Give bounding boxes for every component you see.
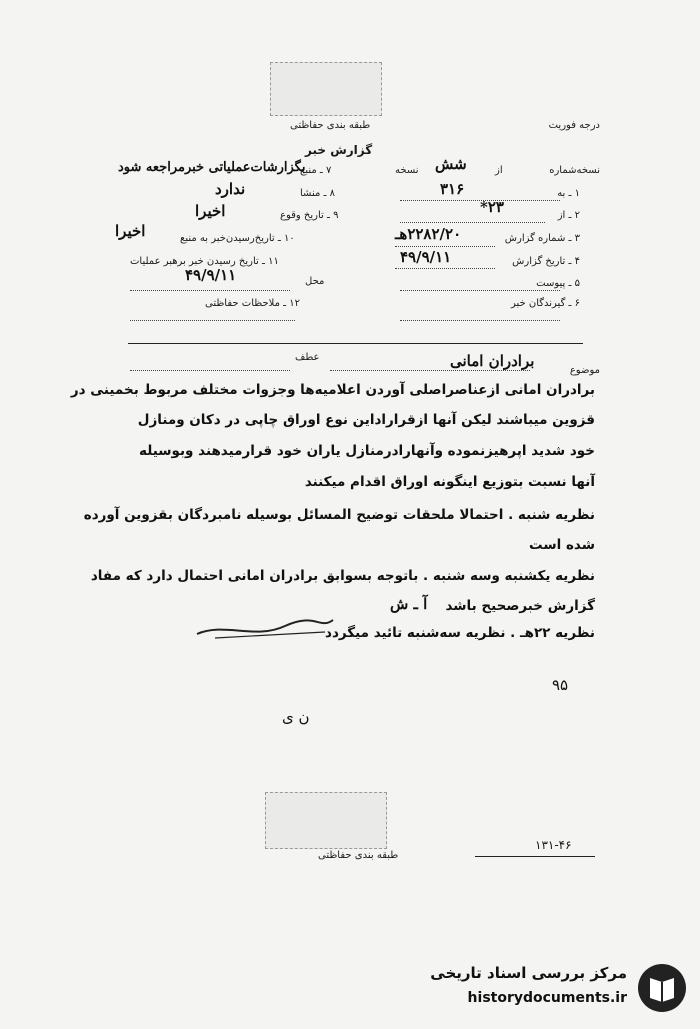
section-divider <box>128 343 583 344</box>
field-origin-value: ندارد <box>215 180 246 198</box>
signature-scribble <box>195 612 335 642</box>
watermark-title: مرکز بررسی اسناد تاریخی <box>430 964 627 982</box>
footer-rule <box>475 856 595 857</box>
field-attachment-label: ۵ ـ پیوست <box>536 278 580 289</box>
field-security-notes-label: ۱۲ ـ ملاحظات حفاظتی <box>205 298 300 309</box>
body-line-1: برادران امانی ازعناصراصلی آوردن اعلامیه‌ها وجزوات مختلف مربوط بخمینی در <box>70 382 595 398</box>
field-report-number-label: ۳ ـ شماره گزارش <box>504 233 580 244</box>
field-origin-label: ۸ ـ منشا <box>300 188 336 199</box>
field-source-received-label: ۱۰ ـ تاریخ‌رسیدن‌خبر به منبع <box>180 233 295 244</box>
body-line-5: نظریه شنبه . احتمالا ملحقات توضیح المسائل بوسیله نامبردگان بقزوین آورده <box>83 507 595 523</box>
document-number: ۱۳۱-۴۶ <box>535 838 572 852</box>
field-occurrence-date-label: ۹ ـ تاریخ وقوع <box>280 210 339 221</box>
body-line-8: گزارش خبرصحیح باشد <box>445 598 595 614</box>
subject-label: موضوع <box>569 365 600 376</box>
field-source-received-value: اخیرا <box>115 222 146 240</box>
subject-value: برادران امانی <box>450 352 535 370</box>
field-source-value: بگزارشات‌عملیاتی خبرمراجعه شود <box>118 160 306 175</box>
watermark <box>410 958 692 1018</box>
body-line-3: خود شدید اپرهیزنموده وآنهارادرمنازل یاران خود قرارمیدهند وبوسیله <box>139 443 595 459</box>
signature-note: آ ـ ش <box>390 595 428 613</box>
book-logo-icon <box>636 962 688 1014</box>
priority-label: درجه فوریت <box>548 120 600 131</box>
field-report-date-label: ۴ ـ تاریخ گزارش <box>512 256 580 267</box>
field-from-label: ۲ ـ از <box>557 210 580 221</box>
copy-of: نسخه <box>395 165 419 176</box>
field-report-date-value: ۴۹/۹/۱۱ <box>400 248 452 266</box>
ref-label: عطف <box>295 352 320 363</box>
body-line-2: قزوین میباشند لیکن آنها ازقراراداین نوع اوراق چاپی در دکان ومنازل <box>137 412 595 428</box>
field-report-number-value: ۲۲۸۲/۲۰هـ <box>395 225 462 243</box>
field-ops-received-label: ۱۱ ـ تاریخ رسیدن خبر برهبر عملیات <box>130 256 279 267</box>
margin-note-2: ن ی <box>282 708 310 726</box>
bottom-stamp <box>265 792 387 849</box>
copy-number-label: نسخه‌شماره <box>549 165 600 176</box>
field-place-label: محل <box>305 276 325 287</box>
top-stamp <box>270 62 382 116</box>
body-line-6: شده است <box>529 537 595 553</box>
body-line-7: نظریه یکشنبه وسه شنبه . باتوجه بسوابق برادران امانی احتمال دارد که مفاد <box>90 568 595 584</box>
page-title: گزارش خبر <box>305 143 373 157</box>
copy-from: از <box>495 165 503 176</box>
field-to-label: ۱ ـ به <box>557 188 580 199</box>
field-recipients-label: ۶ ـ گیرندگان خبر <box>510 298 580 309</box>
field-occurrence-date-value: اخیرا <box>195 202 226 220</box>
footer-classification-label: طبقه بندی حفاظتی <box>318 850 399 861</box>
field-to-value: ۳۱۶ <box>440 180 465 198</box>
copy-handwritten: شش <box>435 155 467 173</box>
body-line-9: نظریه ۲۲هـ . نظریه سه‌شنبه تائید میگردد <box>325 625 595 641</box>
field-from-value: ۲۳* <box>480 198 504 216</box>
classification-label: طبقه بندی حفاظتی <box>290 120 371 131</box>
margin-note-1: ۹۵ <box>552 676 569 694</box>
field-source-label: ۷ ـ منبع <box>300 165 332 176</box>
body-line-4: آنها نسبت بتوزیع اینگونه اوراق اقدام میکنند <box>304 474 595 490</box>
field-place-value: ۴۹/۹/۱۱ <box>185 266 237 284</box>
watermark-url: historydocuments.ir <box>467 990 627 1006</box>
